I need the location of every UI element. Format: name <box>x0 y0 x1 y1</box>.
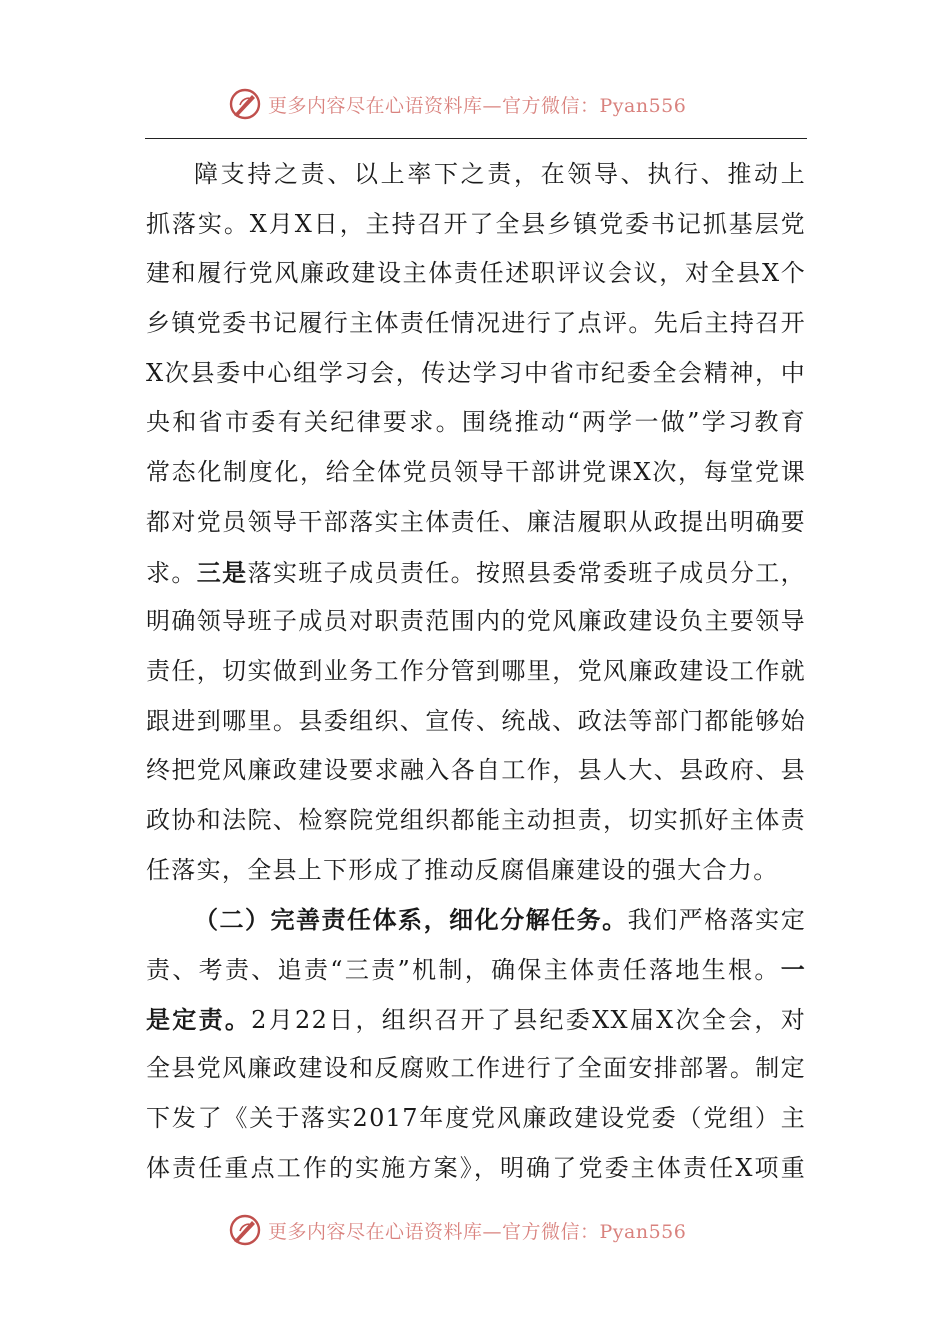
text-line: 央和省市委有关纪律要求。围绕推动“两学一做”学习教育 <box>146 408 806 437</box>
text-run: 落实班子成员责任。按照县委常委班子成员分工， <box>247 558 806 587</box>
text-line: 政协和法院、检察院党组织都能主动担责，切实抓好主体责 <box>146 805 806 834</box>
text-line: 终把党风廉政建设要求融入各自工作，县人大、县政府、县 <box>146 756 806 785</box>
text-line: 都对党员领导干部落实主体责任、廉洁履职从政提出明确要 <box>146 507 806 536</box>
text-run: 2月22日，组织召开了县纪委XX届X次全会，对 <box>251 1005 806 1034</box>
footer-watermark-text: 更多内容尽在心语资料库—官方微信：Pyan556 <box>268 1220 687 1243</box>
text-line <box>146 895 806 945</box>
document-body <box>146 150 806 1193</box>
bold-phrase: 是定责。 <box>146 1004 252 1034</box>
header-watermark-banner <box>228 84 686 124</box>
text-line: 体责任重点工作的实施方案》，明确了党委主体责任X项重 <box>146 1153 806 1182</box>
section-heading: （二）完善责任体系，细化分解任务。 <box>194 905 628 935</box>
text-line: 抓落实。X月X日，主持召开了全县乡镇党委书记抓基层党 <box>146 209 806 238</box>
text-line <box>146 945 806 995</box>
text-run: 求。 <box>146 558 197 587</box>
pen-logo-icon <box>228 1213 262 1247</box>
text-line: 下发了《关于落实2017年度党风廉政建设党委（党组）主 <box>146 1104 806 1133</box>
text-line: 常态化制度化，给全体党员领导干部讲党课X次，每堂党课 <box>146 458 806 487</box>
bold-phrase: 一 <box>780 955 806 984</box>
text-line <box>146 548 806 598</box>
text-line: 建和履行党风廉政建设主体责任述职评议会议，对全县X个 <box>146 259 806 288</box>
footer-watermark-banner <box>228 1210 686 1250</box>
text-line: 乡镇党委书记履行主体责任情况进行了点评。先后主持召开 <box>146 309 806 338</box>
text-line: 障支持之责、以上率下之责，在领导、执行、推动上 <box>194 160 806 188</box>
pen-logo-icon <box>228 87 262 121</box>
text-line: 责任，切实做到业务工作分管到哪里，党风廉政建设工作就 <box>146 656 806 685</box>
bold-phrase: 三是 <box>196 557 248 587</box>
text-line <box>146 995 806 1045</box>
text-line: X次县委中心组学习会，传达学习中省市纪委全会精神，中 <box>146 358 806 387</box>
text-line: 全县党风廉政建设和反腐败工作进行了全面安排部署。制定 <box>146 1054 806 1083</box>
text-run: 责、考责、追责“三责”机制，确保主体责任落地生根。 <box>146 956 781 984</box>
text-line: 跟进到哪里。县委组织、宣传、统战、政法等部门都能够始 <box>146 706 806 735</box>
header-divider <box>145 138 807 139</box>
header-watermark-text: 更多内容尽在心语资料库—官方微信：Pyan556 <box>268 94 687 117</box>
text-line: 任落实，全县上下形成了推动反腐倡廉建设的强大合力。 <box>146 855 779 884</box>
text-run: 我们严格落实定 <box>627 906 806 935</box>
text-line: 明确领导班子成员对职责范围内的党风廉政建设负主要领导 <box>146 607 806 636</box>
